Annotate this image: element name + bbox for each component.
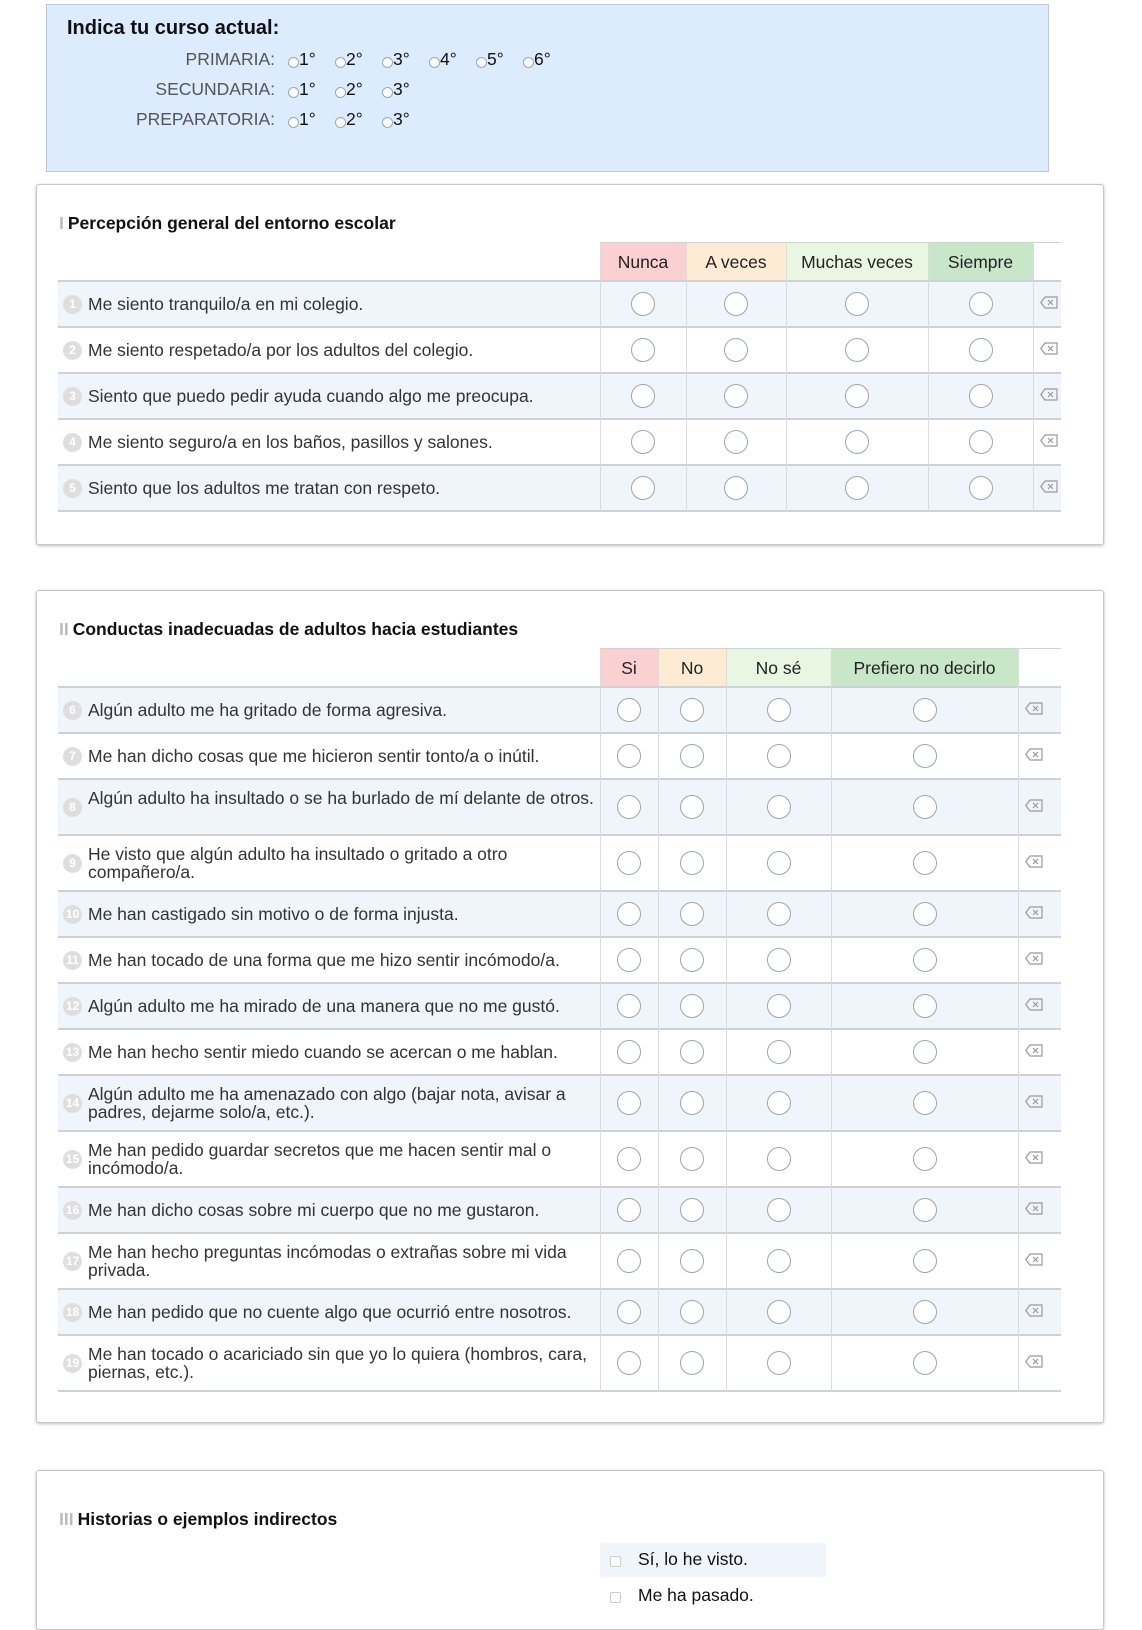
grade-level-label: PRIMARIA:: [185, 49, 275, 69]
clear-answer-icon[interactable]: [1040, 296, 1058, 309]
question-number: 15: [63, 1150, 82, 1169]
answer-radio[interactable]: [913, 1091, 937, 1115]
answer-radio[interactable]: [680, 1147, 704, 1171]
answer-radio[interactable]: [913, 851, 937, 875]
option-label: Sí, lo he visto.: [638, 1549, 748, 1569]
divider: [686, 242, 687, 512]
column-header: Nunca: [600, 243, 686, 281]
question-row: [58, 938, 1061, 982]
answer-radio[interactable]: [724, 476, 748, 500]
answer-radio[interactable]: [680, 1091, 704, 1115]
section-title: II Conductas inadecuadas de adultos hacia estudiantes: [59, 619, 519, 639]
section-perception-card: [36, 184, 1104, 545]
grade-option[interactable]: [382, 109, 422, 133]
question-row: [58, 1030, 1061, 1074]
question-number: 8: [63, 798, 82, 817]
question-number: 5: [63, 479, 82, 498]
grade-row: [47, 79, 647, 105]
question-row: [58, 892, 1061, 936]
question-number: 12: [63, 997, 82, 1016]
question-row: [58, 1188, 1061, 1232]
answer-radio[interactable]: [617, 994, 641, 1018]
question-text: He visto que algún adulto ha insultado o gritado a otro compañero/a.: [88, 844, 508, 882]
clear-answer-icon[interactable]: [1040, 342, 1058, 355]
question-row: [58, 688, 1061, 732]
question-text: Algún adulto me ha mirado de una manera que no me gustó.: [88, 996, 560, 1016]
clear-answer-icon[interactable]: [1040, 434, 1058, 447]
question-row: [58, 836, 1061, 890]
answer-radio[interactable]: [680, 1249, 704, 1273]
answer-radio[interactable]: [617, 1300, 641, 1324]
question-row: [58, 780, 1061, 834]
clear-answer-icon[interactable]: [1025, 1253, 1043, 1266]
clear-answer-icon[interactable]: [1025, 702, 1043, 715]
divider: [1033, 242, 1034, 512]
question-number: 19: [63, 1354, 82, 1373]
answer-radio[interactable]: [913, 948, 937, 972]
grade-radio[interactable]: [335, 57, 346, 68]
column-header: No: [658, 649, 726, 687]
grade-radio[interactable]: [382, 117, 393, 128]
answer-radio[interactable]: [767, 1351, 791, 1375]
question-text: Me han castigado sin motivo o de forma injusta.: [88, 904, 459, 924]
answer-radio[interactable]: [680, 994, 704, 1018]
question-number: 6: [63, 701, 82, 720]
answer-radio[interactable]: [969, 292, 993, 316]
answer-radio[interactable]: [913, 1351, 937, 1375]
answer-radio[interactable]: [767, 1198, 791, 1222]
grade-level-label: SECUNDARIA:: [155, 79, 275, 99]
divider: [600, 648, 601, 1392]
option-checkbox[interactable]: [610, 1592, 621, 1603]
answer-radio[interactable]: [767, 795, 791, 819]
question-row: [58, 466, 1061, 510]
answer-radio[interactable]: [845, 338, 869, 362]
grade-option-label: 1°: [299, 49, 316, 69]
question-number: 18: [63, 1303, 82, 1322]
grade-option[interactable]: [288, 109, 328, 133]
grade-title: Indica tu curso actual:: [67, 17, 280, 39]
answer-radio[interactable]: [913, 902, 937, 926]
answer-radio[interactable]: [913, 994, 937, 1018]
answer-radio[interactable]: [969, 338, 993, 362]
question-text: Me han hecho preguntas incómodas o extrañas sobre mi vida privada.: [88, 1242, 567, 1280]
grade-option[interactable]: [335, 79, 375, 103]
answer-radio[interactable]: [617, 948, 641, 972]
column-header: No sé: [726, 649, 831, 687]
answer-radio[interactable]: [969, 384, 993, 408]
grade-option[interactable]: [429, 49, 469, 73]
answer-radio[interactable]: [767, 1091, 791, 1115]
question-number: 14: [63, 1094, 82, 1113]
answer-radio[interactable]: [617, 1091, 641, 1115]
section-behaviors-card: [36, 590, 1104, 1423]
answer-radio[interactable]: [767, 948, 791, 972]
clear-answer-icon[interactable]: [1040, 388, 1058, 401]
answer-radio[interactable]: [617, 1040, 641, 1064]
grade-radio[interactable]: [288, 57, 299, 68]
question-text: Algún adulto me ha amenazado con algo (bajar nota, avisar a padres, dejarme solo/a, etc.).: [88, 1084, 566, 1122]
answer-radio[interactable]: [913, 1147, 937, 1171]
clear-answer-icon[interactable]: [1025, 906, 1043, 919]
question-number: 11: [63, 951, 82, 970]
grade-radio[interactable]: [429, 57, 440, 68]
answer-radio[interactable]: [631, 292, 655, 316]
question-number: 13: [63, 1043, 82, 1062]
answer-radio[interactable]: [680, 1040, 704, 1064]
divider: [58, 510, 1061, 512]
answer-radio[interactable]: [631, 384, 655, 408]
grade-radio[interactable]: [476, 57, 487, 68]
grade-option[interactable]: [288, 49, 328, 73]
grade-option-label: 4°: [440, 49, 457, 69]
question-text: Siento que puedo pedir ayuda cuando algo me preocupa.: [88, 386, 534, 406]
grade-radio[interactable]: [288, 87, 299, 98]
question-number: 9: [63, 854, 82, 873]
question-text: Siento que los adultos me tratan con respeto.: [88, 478, 441, 498]
question-text: Me han hecho sentir miedo cuando se acercan o me hablan.: [88, 1042, 558, 1062]
answer-radio[interactable]: [617, 744, 641, 768]
question-number: 10: [63, 905, 82, 924]
answer-radio[interactable]: [913, 744, 937, 768]
question-row: [58, 1132, 1061, 1186]
divider: [600, 242, 601, 512]
grade-option[interactable]: [288, 79, 328, 103]
question-row: [58, 1336, 1061, 1390]
clear-answer-icon[interactable]: [1025, 1304, 1043, 1317]
grade-radio[interactable]: [382, 87, 393, 98]
option-label: Me ha pasado.: [638, 1585, 754, 1605]
column-header: Si: [600, 649, 658, 687]
answer-radio[interactable]: [617, 698, 641, 722]
grade-option-label: 3°: [393, 79, 410, 99]
answer-radio[interactable]: [767, 1300, 791, 1324]
question-number: 16: [63, 1201, 82, 1220]
answer-radio[interactable]: [767, 994, 791, 1018]
grade-radio[interactable]: [288, 117, 299, 128]
answer-radio[interactable]: [913, 698, 937, 722]
question-number: 2: [63, 341, 82, 360]
grade-option-label: 6°: [534, 49, 551, 69]
grade-radio[interactable]: [382, 57, 393, 68]
divider: [831, 648, 832, 1392]
question-row: [58, 1076, 1061, 1130]
answer-radio[interactable]: [767, 744, 791, 768]
divider: [58, 1390, 1061, 1392]
answer-radio[interactable]: [913, 1300, 937, 1324]
grade-option[interactable]: [335, 49, 375, 73]
divider: [786, 242, 787, 512]
answer-radio[interactable]: [617, 795, 641, 819]
answer-radio[interactable]: [680, 902, 704, 926]
question-number: 3: [63, 387, 82, 406]
grade-row: [47, 49, 647, 75]
answer-radio[interactable]: [617, 851, 641, 875]
grade-level-label: PREPARATORIA:: [135, 109, 275, 129]
answer-radio[interactable]: [767, 851, 791, 875]
clear-answer-icon[interactable]: [1025, 855, 1043, 868]
question-text: Me siento tranquilo/a en mi colegio.: [88, 294, 364, 314]
answer-radio[interactable]: [845, 430, 869, 454]
answer-radio[interactable]: [724, 384, 748, 408]
answer-radio[interactable]: [680, 744, 704, 768]
divider: [1018, 648, 1019, 1392]
question-number: 7: [63, 747, 82, 766]
answer-radio[interactable]: [913, 1040, 937, 1064]
grade-option-label: 5°: [487, 49, 504, 69]
question-row: [58, 374, 1061, 418]
answer-radio[interactable]: [845, 476, 869, 500]
answer-radio[interactable]: [680, 1351, 704, 1375]
grade-option[interactable]: [382, 79, 422, 103]
answer-radio[interactable]: [767, 1040, 791, 1064]
grade-radio[interactable]: [335, 117, 346, 128]
answer-radio[interactable]: [845, 384, 869, 408]
answer-radio[interactable]: [913, 1249, 937, 1273]
question-text: Algún adulto ha insultado o se ha burlado de mí delante de otros.: [88, 788, 594, 808]
answer-radio[interactable]: [680, 851, 704, 875]
question-number: 17: [63, 1252, 82, 1271]
divider: [928, 242, 929, 512]
answer-radio[interactable]: [680, 1300, 704, 1324]
clear-answer-icon[interactable]: [1025, 1355, 1043, 1368]
divider: [726, 648, 727, 1392]
question-number: 1: [63, 295, 82, 314]
answer-radio[interactable]: [767, 1147, 791, 1171]
section-stories-card: [36, 1470, 1104, 1630]
question-row: [58, 1234, 1061, 1288]
answer-radio[interactable]: [767, 1249, 791, 1273]
grade-option[interactable]: [382, 49, 422, 73]
option-checkbox[interactable]: [610, 1556, 621, 1567]
question-text: Me han pedido guardar secretos que me hacen sentir mal o incómodo/a.: [88, 1140, 552, 1178]
grade-option-label: 2°: [346, 109, 363, 129]
answer-radio[interactable]: [617, 902, 641, 926]
clear-answer-icon[interactable]: [1040, 480, 1058, 493]
answer-radio[interactable]: [680, 948, 704, 972]
clear-answer-icon[interactable]: [1025, 952, 1043, 965]
answer-radio[interactable]: [724, 430, 748, 454]
question-row: [58, 420, 1061, 464]
answer-radio[interactable]: [724, 292, 748, 316]
question-number: 4: [63, 433, 82, 452]
question-text: Me han dicho cosas sobre mi cuerpo que no me gustaron.: [88, 1200, 540, 1220]
column-header: Prefiero no decirlo: [831, 649, 1018, 687]
answer-radio[interactable]: [913, 1198, 937, 1222]
grade-option-label: 1°: [299, 109, 316, 129]
grade-option-label: 2°: [346, 49, 363, 69]
question-text: Me han tocado o acariciado sin que yo lo quiera (hombros, cara, piernas, etc.).: [88, 1344, 588, 1382]
question-row: [58, 328, 1061, 372]
clear-answer-icon[interactable]: [1025, 1095, 1043, 1108]
answer-radio[interactable]: [913, 795, 937, 819]
answer-radio[interactable]: [724, 338, 748, 362]
question-text: Me han tocado de una forma que me hizo sentir incómodo/a.: [88, 950, 560, 970]
answer-radio[interactable]: [680, 1198, 704, 1222]
grade-option[interactable]: [476, 49, 516, 73]
grade-row: [47, 109, 647, 135]
answer-radio[interactable]: [767, 698, 791, 722]
question-row: [58, 1290, 1061, 1334]
question-text: Algún adulto me ha gritado de forma agresiva.: [88, 700, 447, 720]
answer-radio[interactable]: [617, 1147, 641, 1171]
story-option[interactable]: [600, 1543, 826, 1577]
clear-answer-icon[interactable]: [1025, 799, 1043, 812]
question-text: Me han pedido que no cuente algo que ocurrió entre nosotros.: [88, 1302, 572, 1322]
section-title: III Historias o ejemplos indirectos: [59, 1509, 338, 1529]
question-text: Me han dicho cosas que me hicieron sentir tonto/a o inútil.: [88, 746, 540, 766]
question-row: [58, 734, 1061, 778]
grade-option-label: 2°: [346, 79, 363, 99]
answer-radio[interactable]: [631, 430, 655, 454]
answer-radio[interactable]: [767, 902, 791, 926]
answer-radio[interactable]: [617, 1351, 641, 1375]
divider: [658, 648, 659, 1392]
answer-radio[interactable]: [680, 795, 704, 819]
answer-radio[interactable]: [845, 292, 869, 316]
answer-radio[interactable]: [969, 476, 993, 500]
grade-option[interactable]: [523, 49, 563, 73]
grade-option[interactable]: [335, 109, 375, 133]
column-header: A veces: [686, 243, 786, 281]
clear-answer-icon[interactable]: [1025, 1151, 1043, 1164]
grade-option-label: 3°: [393, 49, 410, 69]
clear-answer-icon[interactable]: [1025, 1044, 1043, 1057]
answer-radio[interactable]: [969, 430, 993, 454]
answer-radio[interactable]: [631, 338, 655, 362]
question-row: [58, 282, 1061, 326]
answer-radio[interactable]: [631, 476, 655, 500]
column-header: Siempre: [928, 243, 1033, 281]
question-text: Me siento respetado/a por los adultos del colegio.: [88, 340, 474, 360]
grade-radio[interactable]: [335, 87, 346, 98]
clear-answer-icon[interactable]: [1025, 998, 1043, 1011]
grade-radio[interactable]: [523, 57, 534, 68]
question-text: Me siento seguro/a en los baños, pasillos y salones.: [88, 432, 493, 452]
section-title: I Percepción general del entorno escolar: [59, 213, 396, 233]
grade-selector: [46, 4, 1049, 172]
clear-answer-icon[interactable]: [1025, 748, 1043, 761]
column-header: Muchas veces: [786, 243, 928, 281]
answer-radio[interactable]: [617, 1249, 641, 1273]
clear-answer-icon[interactable]: [1025, 1202, 1043, 1215]
answer-radio[interactable]: [680, 698, 704, 722]
grade-option-label: 3°: [393, 109, 410, 129]
question-row: [58, 984, 1061, 1028]
grade-option-label: 1°: [299, 79, 316, 99]
answer-radio[interactable]: [617, 1198, 641, 1222]
